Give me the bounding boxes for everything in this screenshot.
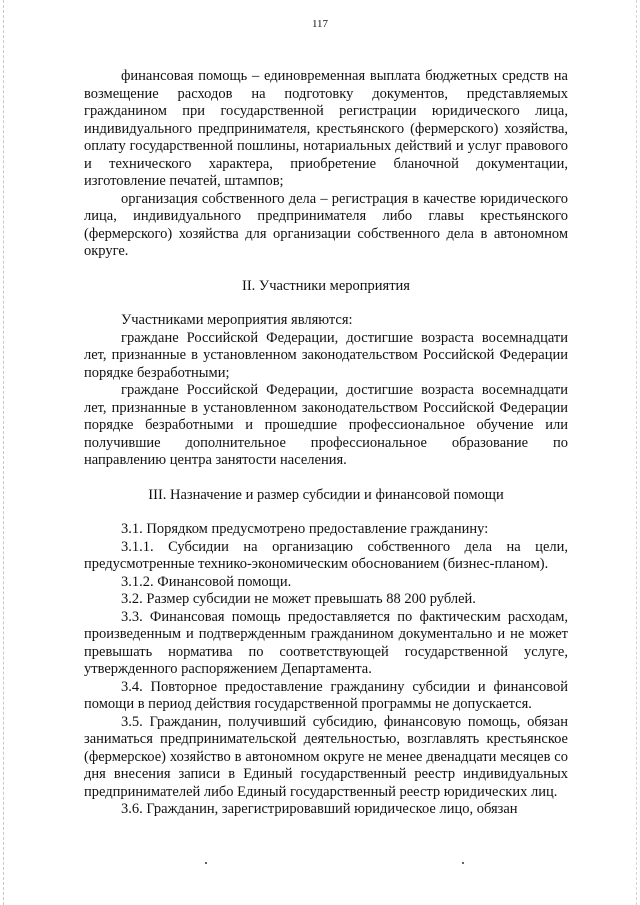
clause-3-1-1: 3.1.1. Субсидии на организацию собственного дела на цели, предусмотренные технико-экономическим обоснованием (бизнес-планом). — [84, 538, 568, 572]
scan-edge-right — [636, 0, 637, 905]
scan-speck — [462, 862, 464, 864]
clause-3-5: 3.5. Гражданин, получивший субсидию, финансовую помощь, обязан заниматься предпринимательской деятельностью, возглавлять крестьянское (фермерское) хозяйство в автономном округе не менее двенадцати месяцев со дня внесения записи в Единый государственный реестр индивидуальных предпринимателей либо Единый государственный реестр юридических лиц. — [84, 713, 568, 800]
clause-3-1: 3.1. Порядком предусмотрено предоставление гражданину: — [121, 521, 489, 537]
document-body — [84, 68, 568, 819]
clause-3-3: 3.3. Финансовая помощь предоставляется по фактическим расходам, произведенным и подтвержденным гражданином документально и не может превышать норматива по соответствующей государственной услуге, утвержденного распоряжением Департамента. — [84, 608, 568, 677]
participants-item-unemployed: граждане Российской Федерации, достигшие возраста восемнадцати лет, признанные в установленном законодательством Российской Федерации порядке безработными; — [84, 329, 568, 381]
section-heading-participants: II. Участники мероприятия — [242, 277, 410, 294]
participants-intro: Участниками мероприятия являются: — [121, 312, 353, 328]
clause-3-1-2: 3.1.2. Финансовой помощи. — [121, 573, 292, 590]
definition-own-business: организация собственного дела – регистрация в качестве юридического лица, индивидуального предпринимателя либо главы крестьянского (фермерского) хозяйства для организации собственного дела в автономном округе. — [84, 190, 568, 259]
definition-financial-aid: финансовая помощь – единовременная выплата бюджетных средств на возмещение расходов на подготовку документов, представляемых гражданином при государственной регистрации юридического лица, индивидуального предпринимателя, крестьянского (фермерского) хозяйства, оплату государственной пошлины, нотариальных действий и услуг правового и технического характера, приобретение бланочной документации, изготовление печатей, штампов; — [84, 68, 568, 189]
scan-edge-left — [3, 0, 4, 905]
participants-item-trained: граждане Российской Федерации, достигшие возраста восемнадцати лет, признанные в установленном законодательством Российской Федерации порядке безработными и прошедшие профессиональное обучение или получившие дополнительное профессиональное образование по направлению центра занятости населения. — [84, 382, 568, 468]
page-number: 117 — [311, 18, 329, 30]
scan-speck — [205, 862, 207, 864]
clause-3-4: 3.4. Повторное предоставление гражданину субсидии и финансовой помощи в период действия государственной программы не допускается. — [84, 678, 568, 712]
section-heading-purpose: III. Назначение и размер субсидии и финансовой помощи — [148, 486, 504, 503]
clause-3-2: 3.2. Размер субсидии не может превышать 88 200 рублей. — [121, 591, 476, 607]
clause-3-6: 3.6. Гражданин, зарегистрировавший юридическое лицо, обязан — [121, 801, 518, 817]
